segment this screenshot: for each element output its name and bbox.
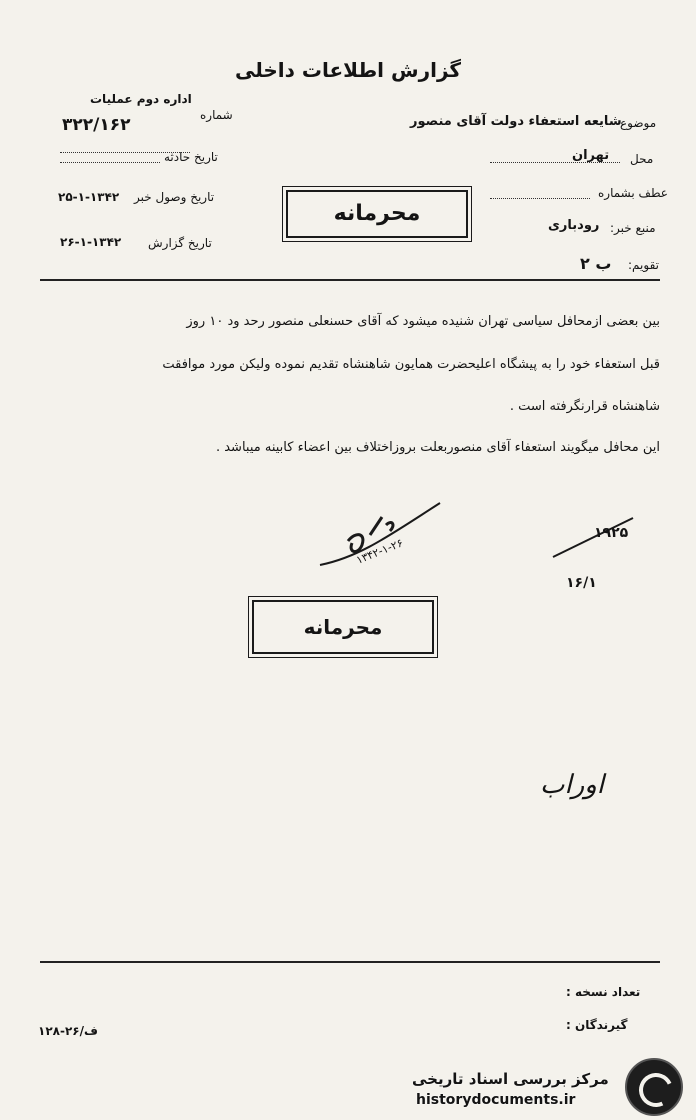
subject-value: شایعه استعفاء دولت آقای منصور	[410, 114, 622, 129]
number-label: شماره	[200, 108, 233, 122]
report-title: گزارش اطلاعات داخلی	[234, 58, 462, 82]
history-documents-logo-icon	[625, 1058, 683, 1116]
source-value: رودباری	[548, 218, 600, 233]
number-value: ۳۲۲/۱۶۲	[62, 115, 131, 135]
location-label: محل	[630, 152, 654, 166]
department-name: اداره دوم عملیات	[90, 92, 192, 106]
report-date-value: ۲۶-۱-۱۳۴۲	[60, 235, 122, 249]
margin-number: ۱۹۲۵	[594, 525, 629, 541]
watermark-org-name: مرکز بررسی اسناد تاریخی	[412, 1070, 609, 1088]
subject-label: موضوع	[620, 116, 657, 130]
confidential-stamp-mid: محرمانه	[252, 600, 434, 654]
location-value: تهران	[572, 148, 610, 163]
rating-label: تقویم:	[628, 258, 659, 272]
signature-date: ۱۳۴۲-۱-۲۶	[354, 536, 405, 567]
signature-scribble	[300, 495, 460, 585]
received-date-label: تاریخ وصول خبر	[134, 190, 215, 204]
copies-label: تعداد نسخه :	[566, 985, 641, 999]
footer-divider	[40, 961, 660, 963]
body-line-4: این محافل میگویند استعفاء آقای منصوربعلت بروزاختلاف بین اعضاء کابینه میباشد .	[215, 440, 660, 455]
received-date-value: ۲۵-۱-۱۳۴۲	[58, 190, 120, 204]
handwritten-note: اوراب	[540, 770, 605, 800]
form-code: ف/۲۶-۱۲۸	[38, 1024, 98, 1038]
report-date-label: تاریخ گزارش	[148, 236, 212, 250]
ref-line	[490, 188, 590, 199]
ref-label: عطف بشماره	[598, 186, 668, 200]
recipients-label: گیرندگان :	[566, 1018, 628, 1032]
location-line	[490, 152, 620, 163]
body-line-1: بین بعضی ازمحافل سیاسی تهران شنیده میشود که آقای حسنعلی منصور رحد ود ۱۰ روز	[186, 314, 660, 329]
incident-date-label: تاریخ حادثه	[164, 150, 218, 164]
confidential-stamp-top: محرمانه	[286, 190, 468, 238]
header-divider	[40, 279, 660, 281]
margin-number-2: ۱۶/۱	[566, 575, 597, 591]
incident-date-line	[60, 152, 160, 163]
watermark-site: historydocuments.ir	[416, 1092, 576, 1108]
body-line-2: قبل استعفاء خود را به پیشگاه اعلیحضرت همایون شاهنشاه تقدیم نموده ولیکن مورد موافقت	[162, 357, 660, 372]
body-line-3: شاهنشاه قرارنگرفته است .	[509, 399, 660, 414]
source-label: منبع خبر:	[610, 221, 656, 235]
rating-value: ۲ ب	[580, 254, 612, 273]
